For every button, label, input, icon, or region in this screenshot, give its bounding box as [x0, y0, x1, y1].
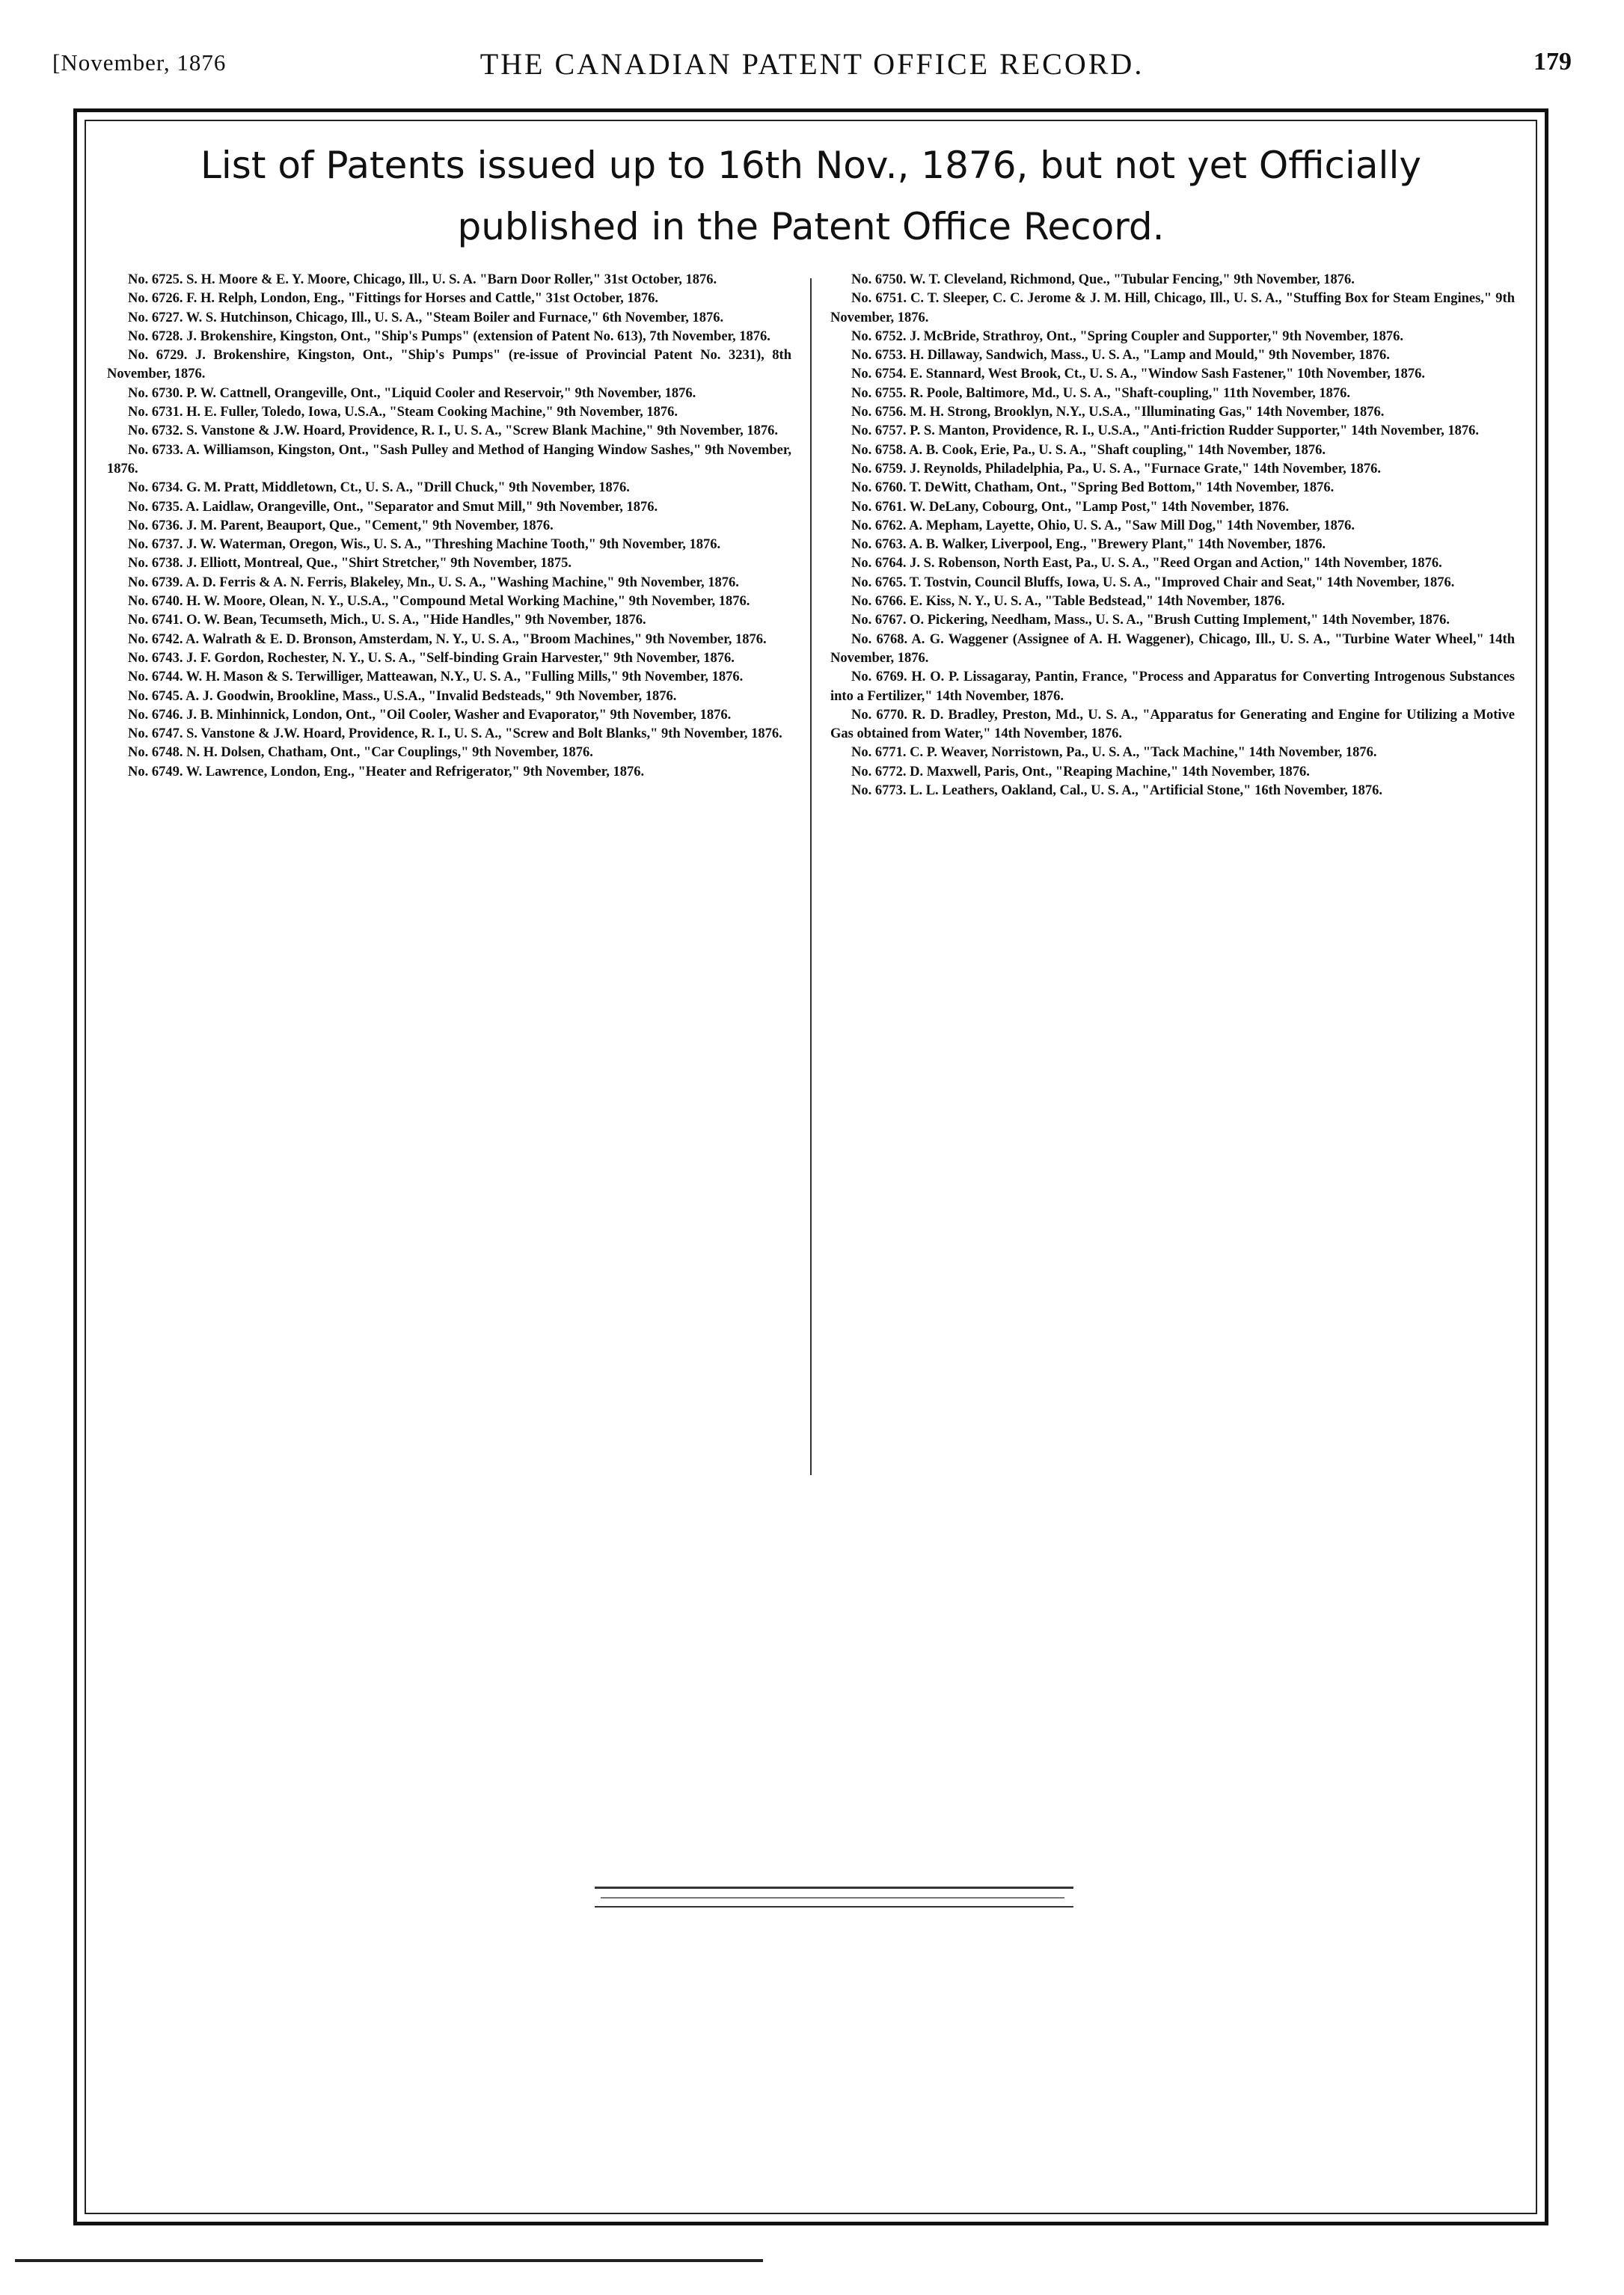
column-divider	[810, 278, 812, 1475]
left-column	[107, 271, 791, 782]
page-number: 179	[1533, 48, 1572, 76]
patent-entry: No. 6725. S. H. Moore & E. Y. Moore, Chicago, Ill., U. S. A. "Barn Door Roller," 31st October, 1876.	[128, 272, 717, 287]
patent-entry: No. 6756. M. H. Strong, Brooklyn, N.Y., U.S.A., "Illuminating Gas," 14th November, 1876.	[851, 405, 1385, 420]
patent-entry: No. 6752. J. McBride, Strathroy, Ont., "Spring Coupler and Supporter," 9th November, 1876.	[851, 328, 1403, 344]
patent-entry: No. 6763. A. B. Walker, Liverpool, Eng., "Brewery Plant," 14th November, 1876.	[851, 537, 1326, 553]
closing-rule	[595, 1887, 1073, 1889]
patent-entry: No. 6733. A. Williamson, Kingston, Ont., "Sash Pulley and Method of Hanging Window Sashes," 9th November, 1876.	[107, 442, 791, 477]
patent-entry: No. 6735. A. Laidlaw, Orangeville, Ont., "Separator and Smut Mill," 9th November, 1876.	[128, 499, 658, 515]
heading-line-2: published in the Patent Office Record.	[457, 205, 1165, 248]
patent-entry: No. 6747. S. Vanstone & J.W. Hoard, Providence, R. I., U. S. A., "Screw and Bolt Blanks," 9th November, 1876.	[128, 726, 782, 742]
patent-entry: No. 6751. C. T. Sleeper, C. C. Jerome & J. M. Hill, Chicago, Ill., U. S. A., "Stuffing Box for Steam Engines," 9th November, 1876.	[830, 291, 1515, 325]
patent-entry: No. 6771. C. P. Weaver, Norristown, Pa., U. S. A., "Tack Machine," 14th November, 1876.	[851, 745, 1377, 761]
patent-entry: No. 6729. J. Brokenshire, Kingston, Ont., "Ship's Pumps" (re-issue of Provincial Patent No. 3231), 8th November, 1876.	[107, 348, 791, 382]
patent-entry: No. 6744. W. H. Mason & S. Terwilliger, Matteawan, N.Y., U. S. A., "Fulling Mills," 9th November, 1876.	[128, 669, 744, 685]
patent-entry: No. 6726. F. H. Relph, London, Eng., "Fittings for Horses and Cattle," 31st October, 1876.	[128, 291, 659, 307]
patent-entry: No. 6737. J. W. Waterman, Oregon, Wis., U. S. A., "Threshing Machine Tooth," 9th November, 1876.	[128, 537, 721, 553]
patent-entry: No. 6746. J. B. Minhinnick, London, Ont., "Oil Cooler, Washer and Evaporator," 9th November, 1876.	[128, 707, 732, 723]
patent-entry: No. 6760. T. DeWitt, Chatham, Ont., "Spring Bed Bottom," 14th November, 1876.	[851, 480, 1335, 496]
patent-entry: No. 6761. W. DeLany, Cobourg, Ont., "Lamp Post," 14th November, 1876.	[851, 499, 1290, 515]
right-column	[830, 271, 1515, 800]
patent-entry: No. 6769. H. O. P. Lissagaray, Pantin, France, "Process and Apparatus for Converting Introgenous Substances into a Fertilizer," 14th November, 1876.	[830, 669, 1515, 704]
page-frame	[73, 108, 1548, 2225]
patent-entry: No. 6767. O. Pickering, Needham, Mass., U. S. A., "Brush Cutting Implement," 14th November, 1876.	[851, 613, 1450, 628]
list-heading	[92, 135, 1530, 257]
closing-rule	[595, 1906, 1073, 1908]
footer-rule	[15, 2259, 763, 2262]
patent-entry: No. 6768. A. G. Waggener (Assignee of A. H. Waggener), Chicago, Ill., U. S. A., "Turbine Water Wheel," 14th November, 1876.	[830, 631, 1515, 666]
patent-entry: No. 6731. H. E. Fuller, Toledo, Iowa, U.S.A., "Steam Cooking Machine," 9th November, 1876.	[128, 405, 678, 420]
patent-entry: No. 6741. O. W. Bean, Tecumseth, Mich., U. S. A., "Hide Handles," 9th November, 1876.	[128, 613, 646, 628]
patent-entry: No. 6734. G. M. Pratt, Middletown, Ct., U. S. A., "Drill Chuck," 9th November, 1876.	[128, 480, 630, 496]
patent-entry: No. 6732. S. Vanstone & J.W. Hoard, Providence, R. I., U. S. A., "Screw Blank Machine," 9th November, 1876.	[128, 423, 779, 439]
patent-entry: No. 6766. E. Kiss, N. Y., U. S. A., "Table Bedstead," 14th November, 1876.	[851, 594, 1285, 610]
patent-entry: No. 6764. J. S. Robenson, North East, Pa., U. S. A., "Reed Organ and Action," 14th November, 1876.	[851, 556, 1442, 572]
patent-columns	[107, 271, 1515, 1550]
patent-entry: No. 6730. P. W. Cattnell, Orangeville, Ont., "Liquid Cooler and Reservoir," 9th November, 1876.	[128, 385, 696, 401]
patent-entry: No. 6742. A. Walrath & E. D. Bronson, Amsterdam, N. Y., U. S. A., "Broom Machines," 9th November, 1876.	[128, 631, 767, 647]
patent-entry: No. 6748. N. H. Dolsen, Chatham, Ont., "Car Couplings," 9th November, 1876.	[128, 745, 593, 761]
patent-entry: No. 6736. J. M. Parent, Beauport, Que., "Cement," 9th November, 1876.	[128, 518, 554, 533]
patent-entry: No. 6762. A. Mepham, Layette, Ohio, U. S. A., "Saw Mill Dog," 14th November, 1876.	[851, 518, 1355, 533]
patent-entry: No. 6757. P. S. Manton, Providence, R. I., U.S.A., "Anti-friction Rudder Supporter," 14th November, 1876.	[851, 423, 1480, 439]
patent-entry: No. 6727. W. S. Hutchinson, Chicago, Ill., U. S. A., "Steam Boiler and Furnace," 6th November, 1876.	[128, 310, 724, 325]
patent-entry: No. 6773. L. L. Leathers, Oakland, Cal., U. S. A., "Artificial Stone," 16th November, 1876.	[851, 783, 1383, 799]
patent-entry: No. 6758. A. B. Cook, Erie, Pa., U. S. A., "Shaft coupling," 14th November, 1876.	[851, 442, 1326, 458]
patent-entry: No. 6770. R. D. Bradley, Preston, Md., U. S. A., "Apparatus for Generating and Engine for Utilizing a Motive Gas obtained from Water," 14th November, 1876.	[830, 707, 1515, 742]
patent-entry: No. 6728. J. Brokenshire, Kingston, Ont., "Ship's Pumps" (extension of Patent No. 613), 7th November, 1876.	[128, 328, 770, 344]
patent-entry: No. 6772. D. Maxwell, Paris, Ont., "Reaping Machine," 14th November, 1876.	[851, 764, 1310, 779]
patent-entry: No. 6739. A. D. Ferris & A. N. Ferris, Blakeley, Mn., U. S. A., "Washing Machine," 9th November, 1876.	[128, 574, 739, 590]
patent-entry: No. 6750. W. T. Cleveland, Richmond, Que., "Tubular Fencing," 9th November, 1876.	[851, 272, 1355, 287]
issue-date: [November, 1876	[52, 49, 227, 76]
patent-entry: No. 6759. J. Reynolds, Philadelphia, Pa., U. S. A., "Furnace Grate," 14th November, 1876.	[851, 461, 1381, 477]
patent-entry: No. 6749. W. Lawrence, London, Eng., "Heater and Refrigerator," 9th November, 1876.	[128, 764, 645, 779]
patent-entry: No. 6755. R. Poole, Baltimore, Md., U. S. A., "Shaft-coupling," 11th November, 1876.	[851, 385, 1351, 401]
patent-entry: No. 6753. H. Dillaway, Sandwich, Mass., U. S. A., "Lamp and Mould," 9th November, 1876.	[851, 348, 1390, 364]
patent-entry: No. 6743. J. F. Gordon, Rochester, N. Y., U. S. A., "Self-binding Grain Harvester," 9th November, 1876.	[128, 650, 735, 666]
running-head	[52, 46, 1572, 84]
patent-entry: No. 6745. A. J. Goodwin, Brookline, Mass., U.S.A., "Invalid Bedsteads," 9th November, 1876.	[128, 688, 677, 704]
patent-entry: No. 6765. T. Tostvin, Council Bluffs, Iowa, U. S. A., "Improved Chair and Seat," 14th November, 1876.	[851, 574, 1455, 590]
publication-title: THE CANADIAN PATENT OFFICE RECORD.	[479, 47, 1145, 81]
patent-entry: No. 6738. J. Elliott, Montreal, Que., "Shirt Stretcher," 9th November, 1875.	[128, 556, 572, 572]
heading-line-1: List of Patents issued up to 16th Nov., 1876, but not yet Officially	[200, 144, 1421, 187]
patent-entry: No. 6754. E. Stannard, West Brook, Ct., U. S. A., "Window Sash Fastener," 10th November, 1876.	[851, 367, 1425, 382]
patent-entry: No. 6740. H. W. Moore, Olean, N. Y., U.S.A., "Compound Metal Working Machine," 9th November, 1876.	[128, 594, 750, 610]
closing-rule	[601, 1897, 1064, 1899]
